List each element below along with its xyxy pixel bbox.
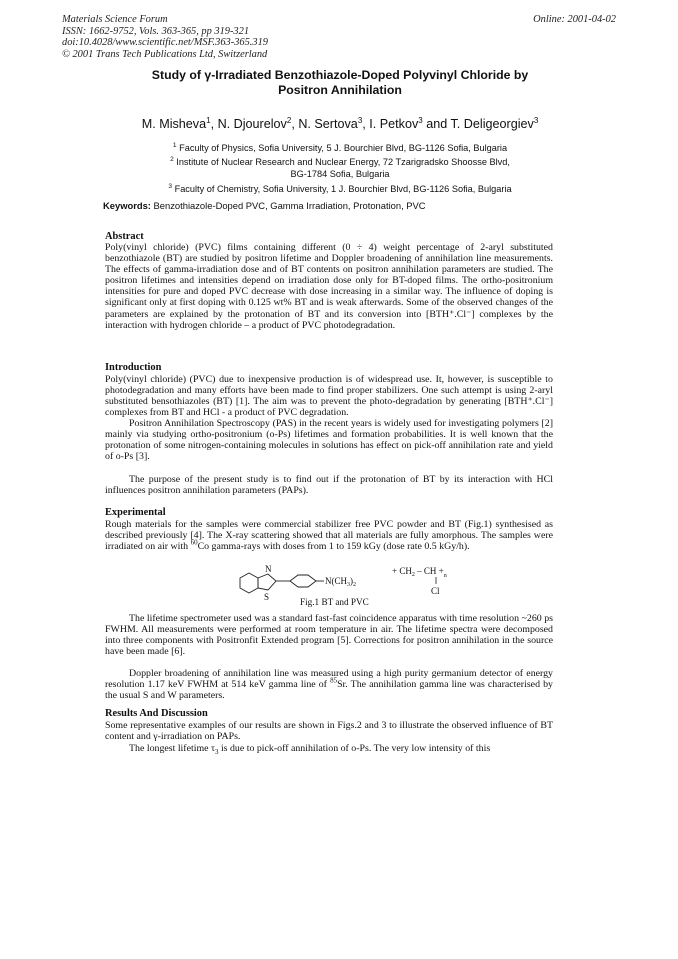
paper-title bbox=[90, 68, 590, 98]
doppler-text-a: Doppler broadening of annihilation line was measured using a high purity germanium detector of energy resolution 1.17 keV FWHM at 514 keV gamma line of bbox=[105, 668, 553, 691]
journal-name: Materials Science Forum bbox=[62, 14, 168, 25]
pvc-repeat-unit: + $CH_2$ – CH $+_n$ bbox=[392, 566, 447, 579]
results-paragraph-1: Some representative examples of our results are shown in Figs.2 and 3 to illustrate the observed influence of BT content and γ-irradiation on PAPs. bbox=[105, 720, 553, 743]
author-affiliation-mark: 1 bbox=[206, 116, 211, 125]
affiliation-number: 3 bbox=[168, 183, 173, 190]
author-separator: , bbox=[362, 117, 370, 132]
abstract-text: Poly(vinyl chloride) (PVC) films containing different (0 ÷ 4) weight percentage of 2-aryl substituted benzothiazole (BT) are studied by positron lifetime and Doppler broadening of annihilation line measurements. The effects of gamma-irradiation dose and of BT contents on positron annihilation parameters are studied. The positron lifetimes and intensities depend on irradiation dose only for BT-doped films. The ortho-positronium intensities for pure and doped PVC decrease with dose increasing in a similar way. The influence of doping is significant only at first doping with 0.125 wt% BT and is weak afterwards. Some of the observed changes of the parameters are explained by the protonation of BT and its conversion into [BTH⁺.Cl⁻] complexes by the interaction with hydrogen chloride – a product of PVC photodegradation. bbox=[105, 242, 553, 331]
results-paragraph-2 bbox=[105, 743, 553, 754]
isotope-mass-60: 60 bbox=[190, 538, 198, 547]
results-text-b: is due to pick-off annihilation of o-Ps. The very low intensity of this bbox=[218, 743, 491, 754]
exp-text-a: Rough materials for the samples were commercial stabilizer free PVC powder and BT (Fig.1) synthesised as described previously [4]. The X-ray scattering showed that all materials are fully amorphous. The samples were irradiated on air with bbox=[105, 519, 553, 553]
keywords-label: Keywords: bbox=[103, 200, 151, 211]
author-separator: , bbox=[210, 117, 218, 132]
keywords-text: Benzothiazole-Doped PVC, Gamma Irradiation, Protonation, PVC bbox=[153, 200, 426, 211]
title-line-2: Positron Annihilation bbox=[278, 83, 402, 97]
experimental-paragraph-1 bbox=[105, 519, 553, 552]
author-name: T. Deligeorgiev bbox=[450, 117, 534, 132]
affiliation-text-cont: BG-1784 Sofia, Bulgaria bbox=[290, 168, 390, 179]
thiazole-ring bbox=[258, 574, 276, 590]
affiliation-text: Institute of Nuclear Research and Nuclear Energy, 72 Tzarigradsko Shoosse Blvd, bbox=[176, 157, 510, 168]
author-separator: , bbox=[291, 117, 299, 132]
results-text-a: The longest lifetime τ bbox=[129, 743, 215, 754]
affiliation-text: Faculty of Physics, Sofia University, 5 J. Bourchier Blvd, BG-1126 Sofia, Bulgaria bbox=[179, 143, 508, 154]
affiliation-text: Faculty of Chemistry, Sofia University, 1 J. Bourchier Blvd, BG-1126 Sofia, Bulgaria bbox=[174, 184, 512, 195]
doi-line: doi:10.4028/www.scientific.net/MSF.363-365.319 bbox=[62, 37, 268, 49]
journal-header bbox=[62, 14, 268, 60]
copyright-line: © 2001 Trans Tech Publications Ltd, Switzerland bbox=[62, 48, 268, 60]
author-name: M. Misheva bbox=[141, 117, 207, 132]
benzene-ring-left bbox=[240, 573, 258, 593]
issn-line: ISSN: 1662-9752, Vols. 363-365, pp 319-321 bbox=[62, 25, 250, 37]
author-name: N. Djourelov bbox=[217, 117, 287, 132]
affiliation-3 bbox=[80, 181, 600, 196]
author-name: I. Petkov bbox=[369, 117, 419, 132]
experimental-paragraph-3 bbox=[105, 668, 553, 701]
introduction-paragraph-1: Poly(vinyl chloride) (PVC) due to inexpensive production is of widespread use. It, however, is susceptible to photodegradation and many efforts have been made to find proper stabilizers. One such attempt is using 2-aryl substituted bensothiazoles (BT) [1]. The aim was to prevent the photo-degradation by generating [BTH⁺.Cl⁻] complexes from BT and HCl - a product of PVC degradation. bbox=[105, 374, 553, 419]
author-affiliation-mark: 2 bbox=[286, 116, 292, 125]
chlorine-label: Cl bbox=[431, 586, 440, 596]
author-affiliation-mark: 3 bbox=[357, 116, 363, 125]
introduction-paragraph-2: Positron Annihilation Spectroscopy (PAS) in the recent years is widely used for investigating polymers [2] mainly via studying ortho-positronium (o-Ps) lifetimes and formation probabilities. It is well known that the protonation of some nitrogen-containing molecules in solutions has effect on pick-off annihilation rate and yield of o-Ps [3]. bbox=[105, 418, 553, 463]
figure-1-structures bbox=[232, 560, 552, 612]
sulfur-label: S bbox=[264, 592, 270, 602]
experimental-paragraph-2: The lifetime spectrometer used was a standard fast-fast coincidence apparatus with time resolution ~260 ps FWHM. All measurements were performed at room temperature in air. The lifetime spectra were decomposed into three components with Positronfit Extended program [5]. Corrections for positron annihilation in the source have been made [6]. bbox=[105, 613, 553, 658]
author-affiliation-mark: 3 bbox=[533, 116, 539, 125]
doppler-text-b: Sr. The annihilation gamma line was characterised by the usual S and W parameters. bbox=[105, 679, 553, 702]
author-name: N. Sertova bbox=[298, 117, 358, 132]
affiliation-1 bbox=[80, 140, 600, 155]
experimental-heading: Experimental bbox=[105, 507, 166, 518]
introduction-paragraph-3: The purpose of the present study is to find out if the protonation of BT by its interaction with HCl influences positron annihilation parameters (PAPs). bbox=[105, 474, 553, 497]
affiliation-2 bbox=[80, 154, 600, 180]
keywords bbox=[103, 200, 426, 211]
author-separator: and bbox=[422, 117, 451, 132]
nitrogen-label: N bbox=[265, 564, 272, 574]
author-affiliation-mark: 3 bbox=[418, 116, 423, 125]
title-line-1: Study of γ-Irradiated Benzothiazole-Doped Polyvinyl Chloride by bbox=[151, 68, 529, 82]
author-list bbox=[60, 116, 620, 131]
online-date: Online: 2001-04-02 bbox=[533, 14, 616, 25]
isotope-mass-85: 85 bbox=[330, 676, 338, 685]
introduction-heading: Introduction bbox=[105, 362, 162, 373]
dimethylamino-label: $N(CH_3)_2$ bbox=[325, 576, 356, 588]
abstract-heading: Abstract bbox=[105, 231, 144, 242]
results-heading: Results And Discussion bbox=[105, 708, 208, 719]
affiliation-number: 1 bbox=[172, 142, 177, 149]
affiliation-number: 2 bbox=[170, 156, 174, 163]
tau-subscript: 3 bbox=[214, 747, 219, 756]
phenyl-ring bbox=[290, 575, 316, 587]
figure-1-caption: Fig.1 BT and PVC bbox=[300, 597, 369, 607]
exp-text-b: Co gamma-rays with doses from 1 to 159 kGy (dose rate 0.5 kGy/h). bbox=[197, 541, 470, 553]
